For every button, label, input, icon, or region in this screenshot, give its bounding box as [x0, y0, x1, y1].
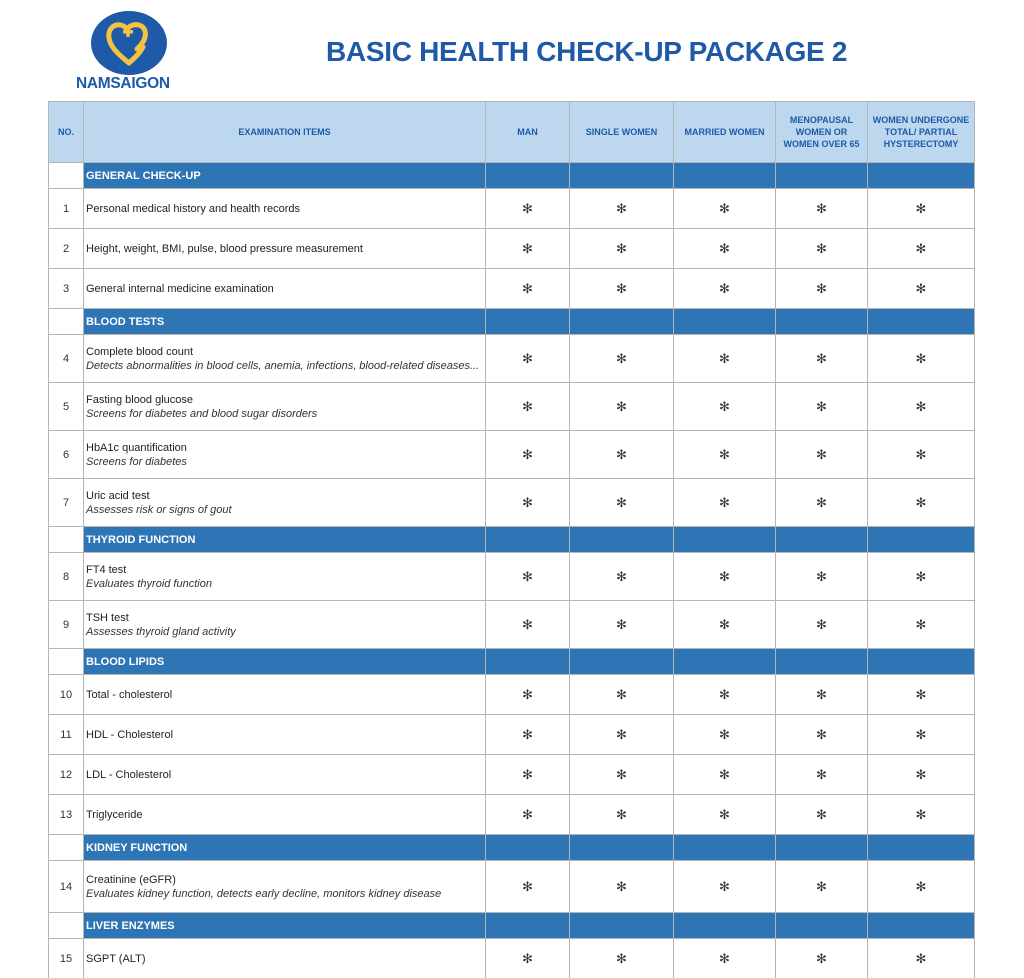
- included-mark-hysterectomy-women: ✻: [868, 715, 975, 755]
- section-title: KIDNEY FUNCTION: [84, 835, 486, 861]
- included-mark-married-women: ✻: [674, 431, 776, 479]
- header-menopausal-women: MENOPAUSAL WOMEN OR WOMEN OVER 65: [776, 102, 868, 163]
- included-mark-married-women: ✻: [674, 861, 776, 913]
- section-fill-cell: [570, 835, 674, 861]
- included-mark-married-women: ✻: [674, 675, 776, 715]
- heart-cross-dove-icon: [91, 11, 167, 75]
- row-number: 8: [49, 553, 84, 601]
- included-mark-married-women: ✻: [674, 755, 776, 795]
- included-mark-menopausal-women: ✻: [776, 269, 868, 309]
- included-mark-hysterectomy-women: ✻: [868, 675, 975, 715]
- section-fill-cell: [486, 913, 570, 939]
- section-fill-cell: [776, 913, 868, 939]
- included-mark-single-women: ✻: [570, 755, 674, 795]
- included-mark-single-women: ✻: [570, 675, 674, 715]
- section-fill-cell: [486, 835, 570, 861]
- section-fill-cell: [486, 649, 570, 675]
- header-single-women: SINGLE WOMEN: [570, 102, 674, 163]
- row-number: 6: [49, 431, 84, 479]
- brand-name: NAMSAIGON: [76, 75, 170, 92]
- section-fill-cell: [868, 309, 975, 335]
- table-row: [49, 479, 975, 527]
- examination-item: [84, 269, 486, 309]
- item-name: Fasting blood glucose: [86, 393, 194, 406]
- item-name: Triglyceride: [86, 808, 143, 821]
- item-name: HbA1c quantification: [86, 441, 187, 454]
- section-fill-cell: [868, 527, 975, 553]
- header-row: [49, 102, 975, 163]
- header-married-women: MARRIED WOMEN: [674, 102, 776, 163]
- included-mark-man: ✻: [486, 189, 570, 229]
- examination-item: [84, 601, 486, 649]
- section-title: BLOOD TESTS: [84, 309, 486, 335]
- table-row: [49, 189, 975, 229]
- included-mark-single-women: ✻: [570, 383, 674, 431]
- included-mark-married-women: ✻: [674, 601, 776, 649]
- included-mark-single-women: ✻: [570, 553, 674, 601]
- section-fill-cell: [674, 527, 776, 553]
- item-name: Uric acid test: [86, 489, 150, 502]
- table-row: [49, 675, 975, 715]
- section-fill-cell: [674, 163, 776, 189]
- section-row: [49, 309, 975, 335]
- section-row: [49, 527, 975, 553]
- item-description: Evaluates thyroid function: [86, 577, 212, 590]
- examination-item: [84, 431, 486, 479]
- header-hysterectomy-women: WOMEN UNDERGONE TOTAL/ PARTIAL HYSTERECTOMY: [868, 102, 975, 163]
- item-description: Assesses risk or signs of gout: [86, 503, 232, 516]
- section-fill-cell: [486, 527, 570, 553]
- included-mark-single-women: ✻: [570, 795, 674, 835]
- item-name: Height, weight, BMI, pulse, blood pressure measurement: [86, 242, 363, 255]
- section-fill-cell: [868, 835, 975, 861]
- row-number: 5: [49, 383, 84, 431]
- row-number: 4: [49, 335, 84, 383]
- section-no-cell: [49, 309, 84, 335]
- included-mark-menopausal-women: ✻: [776, 795, 868, 835]
- item-name: Creatinine (eGFR): [86, 873, 176, 886]
- section-title: GENERAL CHECK-UP: [84, 163, 486, 189]
- table-row: [49, 383, 975, 431]
- row-number: 10: [49, 675, 84, 715]
- included-mark-man: ✻: [486, 675, 570, 715]
- item-description: Detects abnormalities in blood cells, anemia, infections, blood-related diseases...: [86, 359, 480, 372]
- examination-item: [84, 795, 486, 835]
- namsaigon-logo: [74, 8, 186, 96]
- included-mark-man: ✻: [486, 229, 570, 269]
- included-mark-hysterectomy-women: ✻: [868, 601, 975, 649]
- included-mark-hysterectomy-women: ✻: [868, 229, 975, 269]
- section-fill-cell: [868, 913, 975, 939]
- item-name: Personal medical history and health records: [86, 202, 301, 215]
- included-mark-married-women: ✻: [674, 795, 776, 835]
- included-mark-hysterectomy-women: ✻: [868, 335, 975, 383]
- header-no: NO.: [49, 102, 84, 163]
- included-mark-single-women: ✻: [570, 861, 674, 913]
- section-no-cell: [49, 649, 84, 675]
- included-mark-married-women: ✻: [674, 189, 776, 229]
- examination-item: [84, 383, 486, 431]
- included-mark-menopausal-women: ✻: [776, 755, 868, 795]
- item-name: HDL - Cholesterol: [86, 728, 174, 741]
- page-title: BASIC HEALTH CHECK-UP PACKAGE 2: [326, 36, 848, 67]
- row-number: 15: [49, 939, 84, 978]
- section-no-cell: [49, 527, 84, 553]
- included-mark-hysterectomy-women: ✻: [868, 479, 975, 527]
- section-fill-cell: [570, 527, 674, 553]
- included-mark-single-women: ✻: [570, 431, 674, 479]
- section-fill-cell: [570, 163, 674, 189]
- included-mark-menopausal-women: ✻: [776, 189, 868, 229]
- included-mark-man: ✻: [486, 755, 570, 795]
- included-mark-hysterectomy-women: ✻: [868, 553, 975, 601]
- section-title: THYROID FUNCTION: [84, 527, 486, 553]
- item-description: Screens for diabetes and blood sugar disorders: [86, 407, 318, 420]
- item-name: TSH test: [86, 611, 129, 624]
- included-mark-menopausal-women: ✻: [776, 479, 868, 527]
- section-fill-cell: [674, 649, 776, 675]
- row-number: 7: [49, 479, 84, 527]
- section-fill-cell: [868, 163, 975, 189]
- section-title: LIVER ENZYMES: [84, 913, 486, 939]
- included-mark-man: ✻: [486, 335, 570, 383]
- examination-item: [84, 229, 486, 269]
- included-mark-hysterectomy-women: ✻: [868, 189, 975, 229]
- table-row: [49, 335, 975, 383]
- included-mark-single-women: ✻: [570, 939, 674, 978]
- section-fill-cell: [776, 527, 868, 553]
- included-mark-single-women: ✻: [570, 189, 674, 229]
- table-row: [49, 431, 975, 479]
- included-mark-menopausal-women: ✻: [776, 675, 868, 715]
- included-mark-hysterectomy-women: ✻: [868, 269, 975, 309]
- included-mark-single-women: ✻: [570, 229, 674, 269]
- included-mark-man: ✻: [486, 715, 570, 755]
- included-mark-man: ✻: [486, 269, 570, 309]
- item-name: SGPT (ALT): [86, 952, 146, 965]
- item-description: Assesses thyroid gland activity: [86, 625, 236, 638]
- section-no-cell: [49, 835, 84, 861]
- row-number: 3: [49, 269, 84, 309]
- section-no-cell: [49, 163, 84, 189]
- included-mark-menopausal-women: ✻: [776, 939, 868, 978]
- section-no-cell: [49, 913, 84, 939]
- included-mark-single-women: ✻: [570, 715, 674, 755]
- included-mark-menopausal-women: ✻: [776, 861, 868, 913]
- table-row: [49, 269, 975, 309]
- checkup-table: [48, 101, 975, 978]
- section-row: [49, 835, 975, 861]
- examination-item: [84, 675, 486, 715]
- row-number: 2: [49, 229, 84, 269]
- included-mark-married-women: ✻: [674, 479, 776, 527]
- section-fill-cell: [868, 649, 975, 675]
- included-mark-married-women: ✻: [674, 383, 776, 431]
- included-mark-married-women: ✻: [674, 335, 776, 383]
- examination-item: [84, 861, 486, 913]
- section-fill-cell: [776, 309, 868, 335]
- included-mark-hysterectomy-women: ✻: [868, 755, 975, 795]
- header-man: MAN: [486, 102, 570, 163]
- table-row: [49, 861, 975, 913]
- section-fill-cell: [486, 163, 570, 189]
- section-fill-cell: [776, 649, 868, 675]
- item-name: General internal medicine examination: [86, 282, 274, 295]
- table-row: [49, 755, 975, 795]
- table-row: [49, 601, 975, 649]
- included-mark-single-women: ✻: [570, 335, 674, 383]
- included-mark-menopausal-women: ✻: [776, 431, 868, 479]
- included-mark-single-women: ✻: [570, 479, 674, 527]
- row-number: 13: [49, 795, 84, 835]
- included-mark-man: ✻: [486, 939, 570, 978]
- row-number: 9: [49, 601, 84, 649]
- item-name: Complete blood count: [86, 345, 194, 358]
- item-name: Total - cholesterol: [86, 688, 173, 701]
- included-mark-hysterectomy-women: ✻: [868, 939, 975, 978]
- section-fill-cell: [570, 309, 674, 335]
- table-row: [49, 795, 975, 835]
- included-mark-man: ✻: [486, 861, 570, 913]
- row-number: 12: [49, 755, 84, 795]
- included-mark-man: ✻: [486, 553, 570, 601]
- section-fill-cell: [674, 913, 776, 939]
- item-description: Evaluates kidney function, detects early decline, monitors kidney disease: [86, 887, 442, 900]
- section-fill-cell: [776, 163, 868, 189]
- included-mark-menopausal-women: ✻: [776, 335, 868, 383]
- included-mark-man: ✻: [486, 431, 570, 479]
- row-number: 1: [49, 189, 84, 229]
- item-description: Screens for diabetes: [86, 455, 187, 468]
- examination-item: [84, 189, 486, 229]
- examination-item: [84, 715, 486, 755]
- section-title: BLOOD LIPIDS: [84, 649, 486, 675]
- included-mark-man: ✻: [486, 383, 570, 431]
- included-mark-man: ✻: [486, 795, 570, 835]
- examination-item: [84, 479, 486, 527]
- included-mark-menopausal-women: ✻: [776, 383, 868, 431]
- table-row: [49, 715, 975, 755]
- table-row: [49, 229, 975, 269]
- included-mark-menopausal-women: ✻: [776, 715, 868, 755]
- header-examination-items: EXAMINATION ITEMS: [84, 102, 486, 163]
- included-mark-man: ✻: [486, 479, 570, 527]
- included-mark-married-women: ✻: [674, 553, 776, 601]
- included-mark-hysterectomy-women: ✻: [868, 795, 975, 835]
- table-row: [49, 939, 975, 978]
- included-mark-menopausal-women: ✻: [776, 553, 868, 601]
- section-fill-cell: [570, 649, 674, 675]
- included-mark-menopausal-women: ✻: [776, 229, 868, 269]
- examination-item: [84, 335, 486, 383]
- item-name: LDL - Cholesterol: [86, 768, 172, 781]
- examination-item: [84, 553, 486, 601]
- examination-item: [84, 939, 486, 978]
- included-mark-married-women: ✻: [674, 715, 776, 755]
- included-mark-single-women: ✻: [570, 601, 674, 649]
- included-mark-single-women: ✻: [570, 269, 674, 309]
- included-mark-man: ✻: [486, 601, 570, 649]
- included-mark-married-women: ✻: [674, 269, 776, 309]
- included-mark-married-women: ✻: [674, 939, 776, 978]
- section-row: [49, 163, 975, 189]
- section-fill-cell: [486, 309, 570, 335]
- section-fill-cell: [570, 913, 674, 939]
- section-row: [49, 913, 975, 939]
- included-mark-hysterectomy-women: ✻: [868, 431, 975, 479]
- included-mark-hysterectomy-women: ✻: [868, 861, 975, 913]
- included-mark-menopausal-women: ✻: [776, 601, 868, 649]
- included-mark-hysterectomy-women: ✻: [868, 383, 975, 431]
- table-row: [49, 553, 975, 601]
- item-name: FT4 test: [86, 563, 127, 576]
- section-row: [49, 649, 975, 675]
- row-number: 11: [49, 715, 84, 755]
- included-mark-married-women: ✻: [674, 229, 776, 269]
- examination-item: [84, 755, 486, 795]
- row-number: 14: [49, 861, 84, 913]
- section-fill-cell: [674, 309, 776, 335]
- section-fill-cell: [674, 835, 776, 861]
- section-fill-cell: [776, 835, 868, 861]
